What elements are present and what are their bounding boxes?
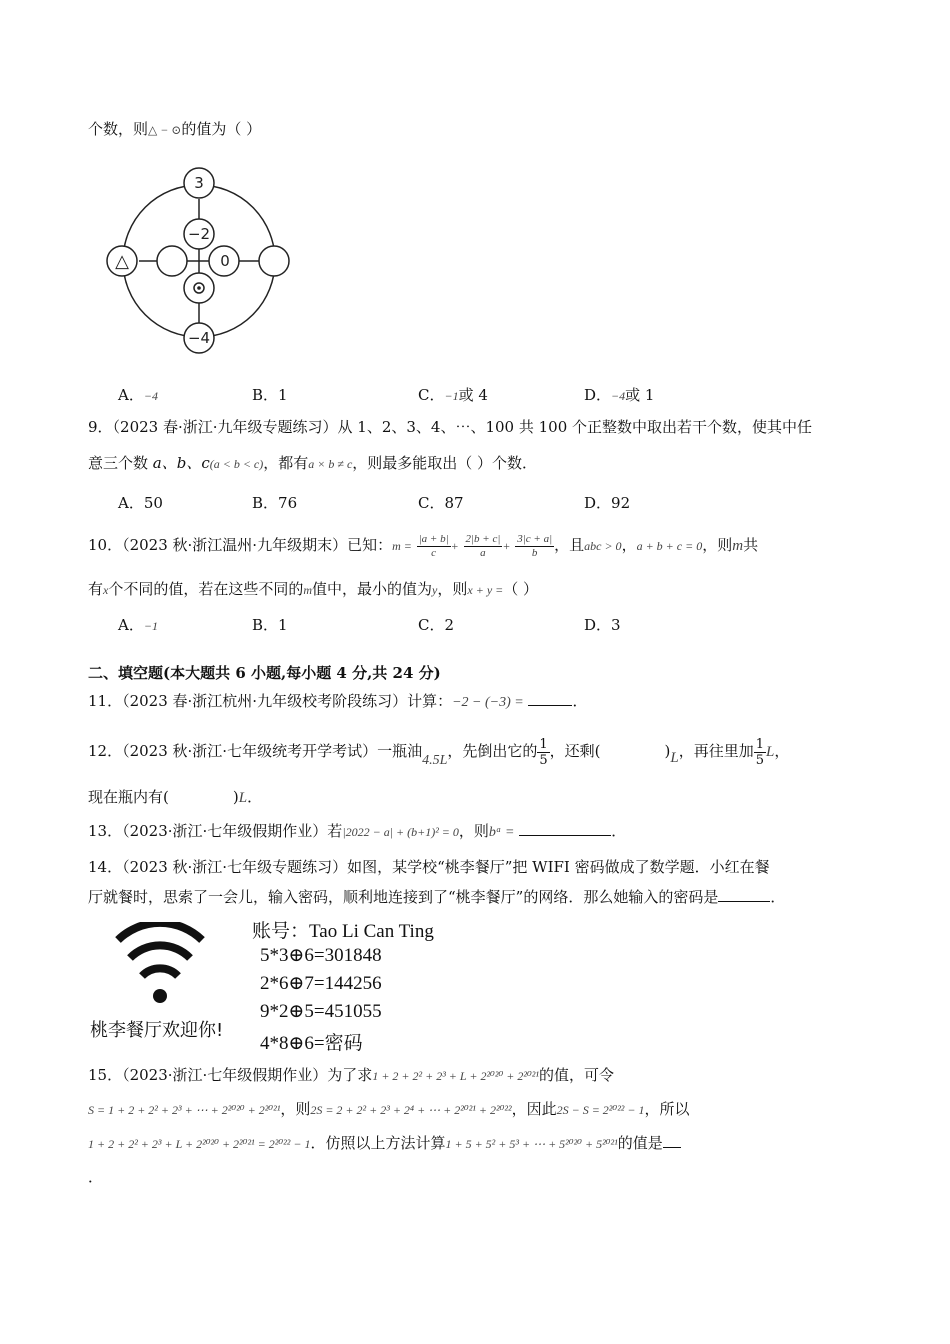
section-title-fill-in: 二、填空题(本大题共 6 小题,每小题 4 分,共 24 分) — [88, 664, 441, 682]
q15-line1: 15．（2023·浙江·七年级假期作业）为了求1 + 2 + 2² + 2³ + L + 2²⁰²⁰ + 2²⁰²¹的值，可令 — [88, 1066, 614, 1084]
q10-option-a: A．−1 — [118, 616, 158, 634]
q9-line1: 9．（2023 春·浙江·九年级专题练习）从 1、2、3、4、⋯、100 共 100 个正整数中取出若干个数，使其中任 — [88, 418, 813, 436]
wifi-account: 账号：Tao Li Can Ting — [252, 921, 434, 942]
wifi-welcome: 桃李餐厅欢迎你! — [90, 1020, 224, 1041]
q11-answer-blank — [528, 691, 572, 706]
q9-option-b: B．76 — [252, 494, 298, 512]
q14-line2: 厅就餐时，思索了一会儿，输入密码，顺利地连接到了“桃李餐厅”的网络．那么她输入的密码是 ． — [88, 888, 786, 906]
q15-line2: S = 1 + 2 + 2² + 2³ + ⋯ + 2²⁰²⁰ + 2²⁰²¹，则2S = 2 + 2² + 2³ + 2⁴ + ⋯ + 2²⁰²¹ + 2²⁰²²，因此2S − S = 2²⁰²² − 1，所以 — [88, 1100, 690, 1118]
wifi-icon — [110, 922, 210, 1012]
q9-option-a: A．50 — [118, 494, 163, 512]
q9-line2: 意三个数 a、b、c(a < b < c)，都有a × b ≠ c，则最多能取出（ ）个数． — [88, 454, 538, 472]
q10-line1: 10．（2023 秋·浙江温州·九年级期末）已知：m = $\frac{|a + b|}{c}$ + $\frac{2|b + c|}{a}$ + $\frac{3|c + a|}{b}$ ，且abc > 0，a + b + c = 0，则m共 — [88, 532, 759, 559]
wifi-row-4: 4*8⊕6=密码 — [260, 1033, 363, 1054]
wifi-row-2: 2*6⊕7=144256 — [260, 973, 382, 994]
q14-answer-blank — [718, 887, 770, 902]
q12-line1: 12．（2023 秋·浙江·七年级统考开学考试）一瓶油4.5L，先倒出它的 $\frac{1}{5}$ ，还剩( )L，再往里加 $\frac{1}{5}$ L， — [88, 736, 790, 768]
q9-option-d: D．92 — [584, 494, 631, 512]
circle-diagram — [100, 160, 300, 360]
q10-line2: 有x个不同的值，若在这些不同的m值中，最小的值为y，则x + y =（ ） — [88, 580, 539, 598]
q13: 13．（2023·浙江·七年级假期作业）若|2022 − a| + (b+1)² = 0，则bᵃ = ． — [88, 822, 627, 840]
q10-option-c: C．2 — [418, 616, 455, 634]
q10-option-b: B．1 — [252, 616, 288, 634]
node-inner-top: −2 — [187, 225, 211, 243]
node-inner-right: 0 — [220, 252, 230, 270]
q9-option-c: C．87 — [418, 494, 464, 512]
node-triangle: △ — [115, 251, 129, 272]
q15-answer-blank — [663, 1133, 681, 1148]
node-top: 3 — [194, 174, 204, 192]
q11: 11．（2023 春·浙江杭州·九年级校考阶段练习）计算：−2 − (−3) = ． — [88, 692, 588, 710]
q13-answer-blank — [519, 821, 611, 836]
node-bottom: −4 — [187, 329, 211, 347]
q15-line3: 1 + 2 + 2² + 2³ + L + 2²⁰²⁰ + 2²⁰²¹ = 2²⁰²² − 1．仿照以上方法计算1 + 5 + 5² + 5³ + ⋯ + 5²⁰²⁰ + 5²⁰²¹的值是 — [88, 1132, 681, 1155]
q10-option-d: D．3 — [584, 616, 621, 634]
q8-option-d: D．−4或 1 — [584, 386, 655, 404]
q8-option-a: A．−4 — [118, 386, 158, 404]
q8-option-b: B．1 — [252, 386, 288, 404]
q14-line1: 14．（2023 秋·浙江·七年级专题练习）如图，某学校“桃李餐厅”把 WIFI 密码做成了数学题．小红在餐 — [88, 858, 770, 876]
wifi-row-3: 9*2⊕5=451055 — [260, 1001, 382, 1022]
q15-line4: ． — [88, 1168, 104, 1186]
q12-line2: 现在瓶内有( )L． — [88, 788, 263, 806]
wifi-row-1: 5*3⊕6=301848 — [260, 945, 382, 966]
q8-option-c: C．−1或 4 — [418, 386, 488, 404]
q8-tail: 个数，则△ − ⊙的值为（ ） — [88, 120, 262, 138]
